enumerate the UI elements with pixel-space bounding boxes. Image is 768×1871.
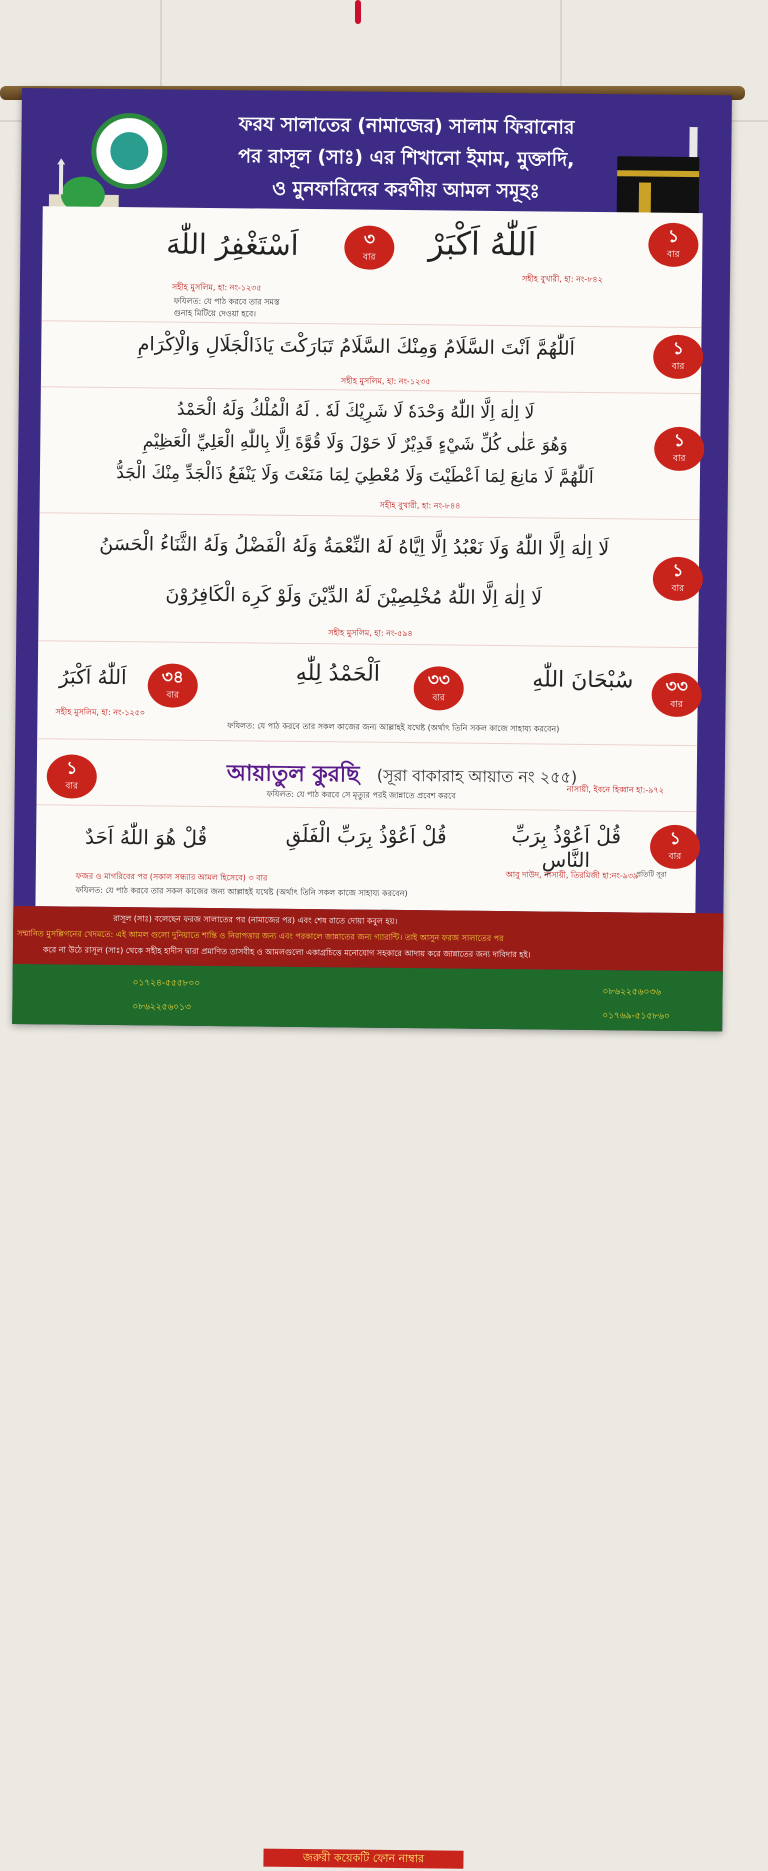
phone-number: ০৮৬২২৫৬০১৩ (132, 1002, 191, 1013)
salam-dua-text: اَللّٰهُمَّ اَنْتَ السَّلَامُ وَمِنْكَ السَّلَامُ تَبَارَكْتَ يَاذَالْجَلَالِ وَالْاِكْرَامِ (137, 333, 575, 360)
tahlil-line: لَا اِلٰهَ اِلَّا اللّٰهُ وَحْدَهٗ لَا شَرِيْكَ لَهٗ . لَهُ الْمُلْكُ وَلَهُ الْحَمْدُ (176, 399, 535, 424)
count-badge: ৩৪ বার (148, 663, 198, 708)
hadith-reference: সহীহ বুখারী, হা: নং-৮৪২ (521, 274, 603, 285)
phone-number: ০১৭৬৯-৫১৫৮৬০ (602, 1011, 670, 1022)
count-badge: ১ বার (47, 754, 97, 799)
istighfar-text: اَسْتَغْفِرُ اللّٰهَ (166, 227, 299, 262)
footer-message-band (13, 906, 724, 971)
tahlil-line: اَللّٰهُمَّ لَا مَانِعَ لِمَا اَعْطَيْتَ وَلَا مُعْطِيَ لِمَا مَنَعْتَ وَلَا يَنْفَعُ ذَالْجَدِّ مِنْكَ الْجَدُّ (116, 463, 594, 489)
footer-line: সম্মানিত মুসল্লিগনের খেদমতে: এই আমল গুলো দুনিয়াতে শান্তি ও নিরাপত্তার জন্য এবং পরকালে জান্নাতের জন্য গ্যারান্টি। তাই আসুন ফরজ সালাতের পর (17, 928, 504, 944)
virtue-note: গুনাহ মিটিয়ে দেওয়া হবে। (173, 308, 257, 319)
banner-poster (12, 88, 732, 1866)
virtue-note: ফযিলত: যে পাঠ করবে তার সকল কাজের জন্য আল্লাহই যথেষ্ট (অর্থাৎ তিনি সকল কাজে সাহায্য করবেন) (75, 885, 408, 899)
divider (36, 804, 696, 812)
virtue-note: ফযিলত: যে পাঠ করবে তার সকল কাজের জন্য আল্লাহই যথেষ্ট (অর্থাৎ তিনি সকল কাজে সাহায্য করবেন) (227, 721, 560, 734)
virtue-note: ফযিলত: যে পাঠ করবে তার সমস্ত (173, 296, 280, 307)
title-line: ফরয সালাতের (নামাজের) সালাম ফিরানোর (238, 113, 575, 139)
hadith-reference: নাসায়ী, ইবনে হিব্বান হা:-৯৭২ (566, 784, 664, 795)
tahlil2-line: لَا اِلٰهَ اِلَّا اللّٰهُ مُخْلِصِيْنَ لَهُ الدِّيْنَ وَلَوْ كَرِهَ الْكَافِرُوْنَ (165, 583, 543, 610)
hadith-reference: সহীহ মুসলিম, হা: নং-১২৩৫ (340, 376, 431, 387)
content-panel (35, 206, 702, 913)
surah-nas-text: قُلْ اَعُوْذُ بِرَبِّ النَّاسِ (511, 823, 622, 872)
ayatul-kursi-subtitle: (সূরা বাকারাহ আয়াত নং ২৫৫) (376, 765, 578, 787)
takbir34-text: اَللّٰهُ اَكْبَرُ (58, 664, 127, 690)
surah-ikhlas-text: قُلْ هُوَ اللّٰهُ اَحَدٌ (84, 824, 208, 850)
banner-header (21, 88, 732, 223)
banner-title (171, 108, 642, 209)
phone-number: ০১৭২৪-৫৫৫৮০০ (132, 978, 201, 989)
count-badge: ৩৩ বার (414, 666, 464, 711)
count-badge: ১ বার (654, 427, 704, 472)
divider (40, 512, 700, 520)
tahmid-text: اَلْحَمْدُ لِلّٰهِ (295, 660, 381, 687)
hadith-reference: সহীহ মুসলিম, হা: নং-৫৯৪ (328, 628, 413, 639)
tahlil2-line: لَا اِلٰهَ اِلَّا اللّٰهُ وَلَا نَعْبُدُ اِلَّا اِيَّاهُ لَهُ النِّعْمَةُ وَلَهُ الْفَضْلُ وَلَهُ الثَّنَاءُ الْحَسَنُ (99, 532, 610, 561)
per-surah-tag: প্রতিটি সূরা (635, 870, 667, 879)
count-badge: ১ বার (650, 825, 700, 870)
takbir-text: اَللّٰهُ اَكْبَرْ (428, 224, 537, 264)
count-badge: ৩৩ বার (651, 673, 701, 718)
hadith-reference: সহীহ বুখারী, হা: নং-৮৪৪ (379, 500, 461, 511)
tahlil-line: وَهُوَ عَلٰى كُلِّ شَيْءٍ قَدِيْرٌ لَا حَوْلَ وَلَا قُوَّةَ اِلَّا بِاللّٰهِ الْعَلِيِّ الْعَظِيْمِ (142, 431, 568, 456)
phone-number: ০৮৬২২৫৬০৩৬ (602, 987, 662, 998)
count-badge: ১ বার (653, 557, 703, 602)
divider (38, 640, 698, 648)
wall-tile-line (160, 0, 162, 90)
practice-note: ফজর ও মাগরিবের পর (সকাল সন্ধ্যার আমল হিসেবে) ৩ বার (75, 871, 268, 883)
ayatul-kursi-title: আয়াতুল কুরছি (226, 761, 360, 788)
virtue-note: ফযিলত: যে পাঠ করবে সে মৃত্যুর পরই জান্নাতে প্রবেশ করবে (266, 789, 456, 801)
footer-phone-band (12, 964, 723, 1866)
title-line: পর রাসূল (সাঃ) এর শিখানো ইমাম, মুক্তাদি, (238, 145, 575, 171)
emergency-numbers-title: জরুরী কয়েকটি ফোন নাম্বার (263, 1849, 463, 1869)
wall-tile-line (560, 0, 562, 90)
surah-falaq-text: قُلْ اَعُوْذُ بِرَبِّ الْفَلَقِ (285, 822, 447, 849)
hadith-reference: সহীহ মুসলিম, হা: নং-১২৩৫ (171, 282, 262, 293)
title-line: ও মুনফারিদের করণীয় আমল সমূহঃ (272, 177, 540, 203)
footer-line: রাসূল (সাঃ) বলেছেন ফরজ সালাতের পর (নামাজের পর) এবং শেষ রাতে দোয়া কবুল হয়। (113, 914, 398, 926)
count-badge: ৩ বার (344, 225, 394, 270)
divider (37, 738, 697, 746)
footer-line: করে না উঠে রাসূল (সাঃ) থেকে সহীহ হাদীস দ্বারা প্রমাণিত তাসবীহ ও আমলগুলো একাগ্রচিত্তে মনোযোগ সহকারে আদায় করে জান্নাতের জন্য দাবিদার হই। (42, 945, 531, 960)
count-badge: ১ বার (653, 335, 703, 380)
hadith-reference: আবু দাউদ, নাসায়ী, তিরমিজী হা:নং-৯৩৯ (505, 870, 639, 881)
tasbih-text: سُبْحَانَ اللّٰهِ (532, 667, 634, 694)
hanging-string (355, 0, 361, 24)
green-dome-icon (49, 158, 120, 211)
divider (42, 320, 702, 328)
hadith-reference: সহীহ মুসলিম, হা: নং-১২৫০ (55, 707, 146, 718)
count-badge: ১ বার (648, 223, 698, 268)
